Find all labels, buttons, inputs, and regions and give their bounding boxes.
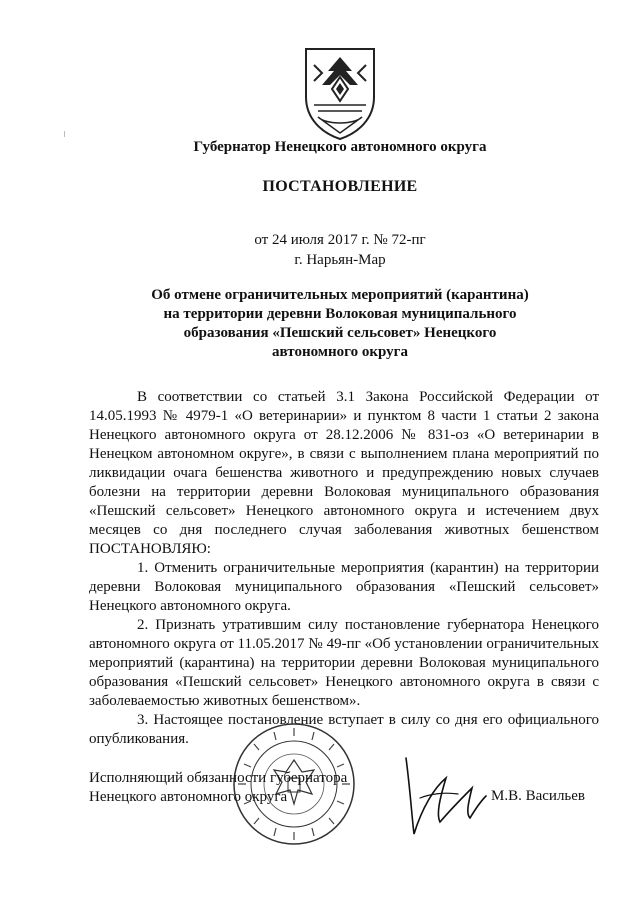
margin-mark <box>64 131 65 137</box>
document-body <box>89 388 599 749</box>
clause-2: 2. Признать утратившим силу постановление губернатора Ненецкого автономного округа от 11.05.2017 № 49-пг «Об установлении ограничительных мероприятий (карантина) на территории деревни Волоковая муниципального образования «Пешский сельсовет» Ненецкого автономного округа в связи с заболеваемостью животных бешенством». <box>89 617 599 709</box>
document-type: ПОСТАНОВЛЕНИЕ <box>262 178 418 195</box>
preamble-paragraph: В соответствии со статьей 3.1 Закона Российской Федерации от 14.05.1993 № 4979-1 «О ветеринарии» и пунктом 8 части 1 статьи 2 закона Ненецкого автономного округа от 28.12.2006 № 831-оз «О ветеринарии в Ненецком автономном округе», в связи с выполнением плана мероприятий по ликвидации очага бешенства животного и предупреждению новых случаев болезни на территории деревни Волоковая муниципального образования «Пешский сельсовет» Ненецкого автономного округа и истечением двух месяцев со дня последнего случая заболевания животных бешенством ПОСТАНОВЛЯЮ: <box>89 389 599 557</box>
handwritten-signature-icon <box>400 748 490 838</box>
signer-position-line-1: Исполняющий обязанности губернатора <box>89 770 348 786</box>
coat-of-arms-icon <box>300 45 380 141</box>
clause-3: 3. Настоящее постановление вступает в силу со дня его официального опубликования. <box>89 712 599 747</box>
document-place: г. Нарьян-Мар <box>294 252 386 268</box>
signer-name: М.В. Васильев <box>491 788 586 804</box>
document-date-number: от 24 июля 2017 г. № 72-пг <box>254 232 426 248</box>
clause-1: 1. Отменить ограничительные мероприятия (карантин) на территории деревни Волоковая муниципального образования «Пешский сельсовет» Ненецкого автономного округа. <box>89 560 599 614</box>
signer-position <box>89 769 347 807</box>
issuing-authority: Губернатор Ненецкого автономного округа <box>193 139 487 155</box>
document-title: Об отмене ограничительных мероприятий (карантина) на территории деревни Волоковая муниципального образования «Пешский сельсовет» Ненецкого автономного округа <box>151 287 529 360</box>
signer-position-line-2: Ненецкого автономного округа <box>89 789 288 805</box>
